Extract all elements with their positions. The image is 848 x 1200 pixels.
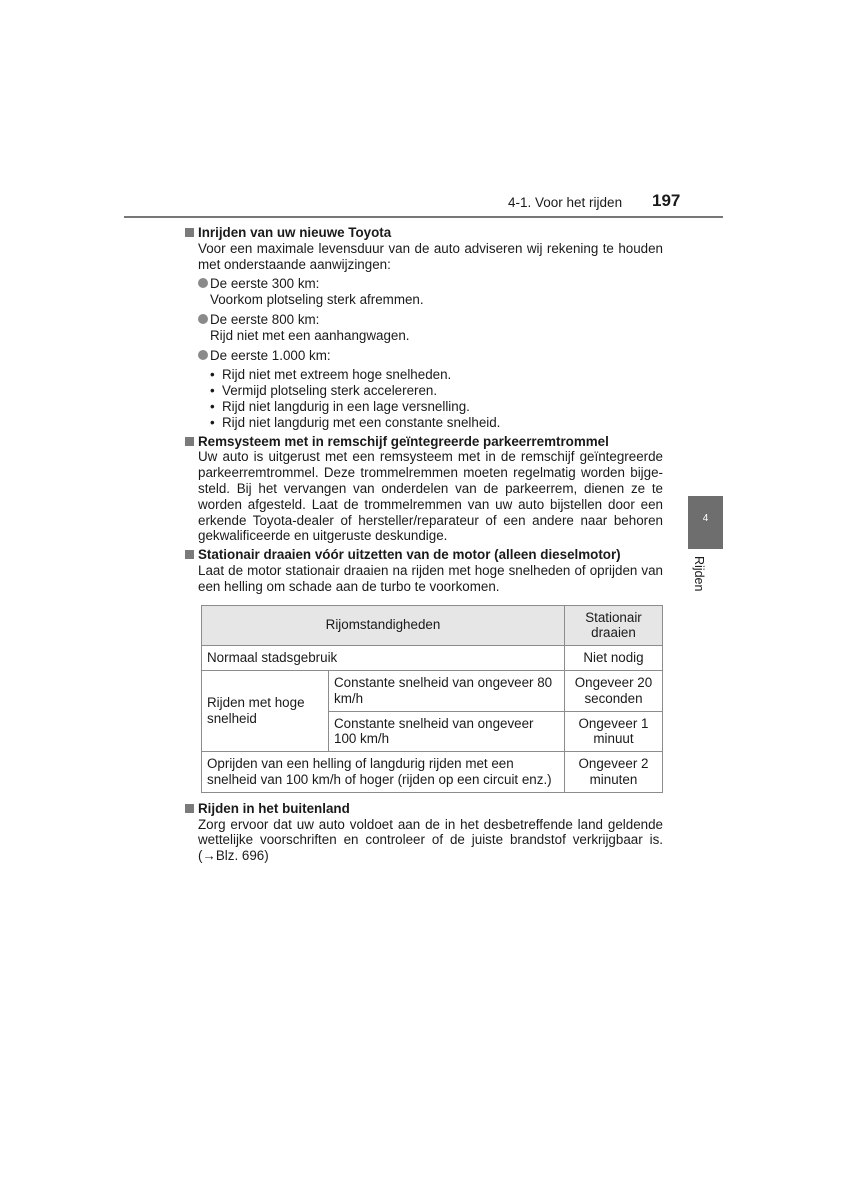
table-cell: Ongeveer 20 seconden: [564, 670, 662, 711]
table-cell: Niet nodig: [564, 646, 662, 671]
table-cell: Constante snelheid van ongeveer 100 km/h: [329, 711, 565, 752]
circle-bullet-icon: [198, 350, 208, 360]
table-cell: Ongeveer 2 minuten: [564, 752, 662, 793]
circle-bullet-icon: [198, 314, 208, 324]
section-heading: [185, 801, 663, 817]
section-heading: [185, 225, 663, 241]
bullet-title: De eerste 800 km:: [210, 311, 320, 327]
idling-table: [201, 605, 663, 793]
page-content: [185, 225, 663, 864]
table-cell: Rijden met hoge snelheid: [202, 670, 329, 751]
square-bullet-icon: [185, 228, 194, 237]
table-row: [202, 670, 663, 711]
page-number: 197: [652, 191, 681, 210]
bullet-item: [185, 312, 663, 328]
section-heading: [185, 434, 663, 450]
bullet-text: Rijd niet met een aanhangwagen.: [210, 327, 410, 343]
bullet-item: [185, 276, 663, 292]
column-header: Stationair draaien: [564, 605, 662, 646]
table-row: [202, 646, 663, 671]
section-paragraph: Laat de motor stationair draaien na rijden met hoge snelheden of oprijden van een helling om schade aan de turbo te voorkomen.: [198, 562, 663, 594]
section-paragraph: Zorg ervoor dat uw auto voldoet aan de in het desbetreffende land geldende wettelijke voorschriften en controleer of de juiste brandstof verkrijgbaar is. (→Blz. 696): [198, 816, 663, 864]
list-item-text: Rijd niet langdurig met een constante snelheid.: [222, 414, 501, 430]
list-item-text: Rijd niet langdurig in een lage versnelling.: [222, 398, 470, 414]
heading-text: Rijden in het buitenland: [198, 800, 350, 816]
heading-text: Stationair draaien vóór uitzetten van de motor (alleen dieselmotor): [198, 547, 621, 563]
heading-text: Inrijden van uw nieuwe Toyota: [198, 225, 392, 240]
square-bullet-icon: [185, 437, 194, 446]
header-section-title: 4-1. Voor het rijden: [508, 195, 623, 210]
table-row: [202, 752, 663, 793]
chapter-side-tab: [688, 496, 723, 549]
list-item-text: Rijd niet met extreem hoge snelheden.: [222, 367, 452, 383]
section-paragraph: Voor een maximale levensduur van de auto adviseren wij rekening te houden met onderstaande aanwijzingen:: [198, 240, 663, 272]
header-rule: [124, 216, 723, 218]
table-cell: Constante snelheid van ongeveer 80 km/h: [329, 670, 565, 711]
section-heading: [185, 547, 663, 563]
bullet-text: Voorkom plotseling sterk afremmen.: [210, 292, 424, 308]
chapter-number: 4: [702, 513, 709, 524]
table-cell: Ongeveer 1 minuut: [564, 711, 662, 752]
list-item: • Vermijd plotseling sterk accelereren.: [210, 383, 438, 399]
chapter-side-label: Rijden: [692, 556, 706, 592]
bullet-item: [185, 348, 663, 364]
column-header: Rijomstandigheden: [202, 605, 565, 646]
sub-list: [185, 367, 663, 430]
section-paragraph: Uw auto is uitgerust met een remsysteem met in de remschijf geïntegreerde parkeerremtrommel. Deze trommelremmen moeten regelmatig worden bijge-steld. Bij het vervangen van onderdelen van de parkeerrem, dienen ze te worden afgesteld. Laat de trommelremmen van uw auto bijstellen door een erkende Toyota-dealer of hersteller/reparateur of een andere naar behoren gekwalificeerde en uitgeruste deskundige.: [198, 449, 663, 544]
table-cell: Oprijden van een helling of langdurig rijden met een snelheid van 100 km/h of hoger (rijden op een circuit enz.): [202, 752, 565, 793]
list-item: • Rijd niet langdurig in een lage versnelling.: [210, 398, 470, 414]
table-header-row: [202, 605, 663, 646]
square-bullet-icon: [185, 550, 194, 559]
table-cell: Normaal stadsgebruik: [202, 646, 565, 671]
square-bullet-icon: [185, 804, 194, 813]
bullet-title: De eerste 300 km:: [210, 276, 320, 292]
list-item-text: Vermijd plotseling sterk accelereren.: [222, 383, 438, 399]
list-item: • Rijd niet met extreem hoge snelheden.: [210, 367, 452, 383]
bullet-title: De eerste 1.000 km:: [210, 347, 331, 363]
circle-bullet-icon: [198, 278, 208, 288]
list-item: • Rijd niet langdurig met een constante snelheid.: [210, 414, 501, 430]
heading-text: Remsysteem met in remschijf geïntegreerde parkeerremtrommel: [198, 433, 609, 449]
